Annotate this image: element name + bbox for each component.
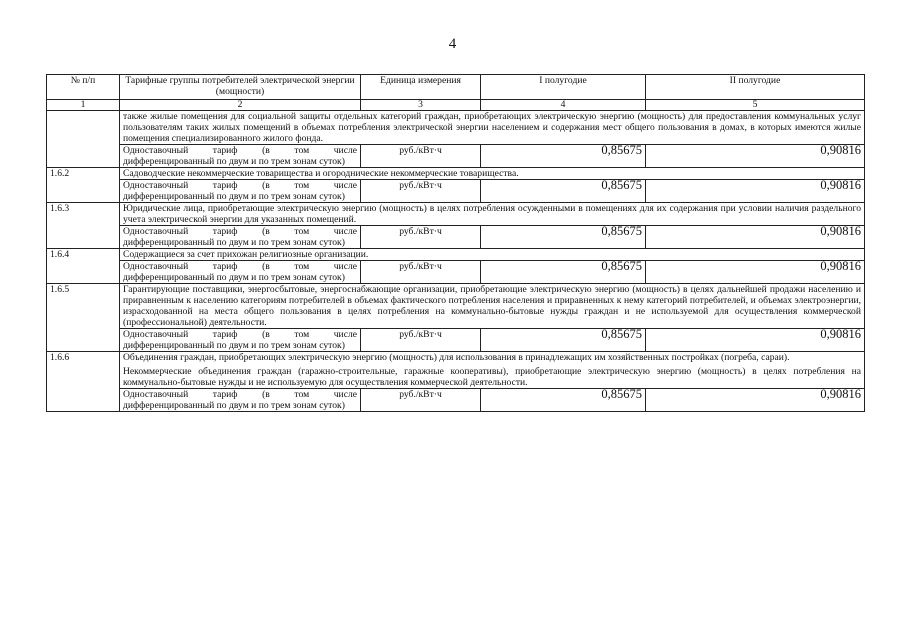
- tariff-name: Одноставочный тариф (в том числе дифференцированный по двум и по трем зонам суток): [120, 261, 361, 284]
- tariff-row: [47, 226, 865, 249]
- group-code: 1.6.2: [47, 168, 120, 203]
- group-code: [47, 111, 120, 168]
- group-description-paragraph: Гарантирующие поставщики, энергосбытовые, энергоснабжающие организации, приобретающие электрическую энергию (мощность) в целях дальнейшей продажи населению и приравненным к населению категориям потребителей в объемах фактического потребления населения и приравненных к нему категорий потребителей, и объемах электроэнергии, израсходованной на места общего пользования в целях потребления на коммунально-бытовые нужды граждан и не используемой для осуществления коммерческой (профессиональной) деятельности.: [123, 284, 861, 328]
- tariff-row: [47, 145, 865, 168]
- group-description-paragraph: Садоводческие некоммерческие товарищества и огороднические некоммерческие товарищества.: [123, 168, 519, 179]
- tariff-unit: руб./кВт·ч: [361, 226, 481, 249]
- header-half-year-2: II полугодие: [646, 75, 865, 100]
- group-description: [120, 352, 865, 389]
- header-unit: Единица измерения: [361, 75, 481, 100]
- column-index: 3: [361, 100, 481, 111]
- group-code: 1.6.5: [47, 284, 120, 352]
- group-code: 1.6.6: [47, 352, 120, 412]
- tariff-unit: руб./кВт·ч: [361, 261, 481, 284]
- tariff-name: Одноставочный тариф (в том числе дифференцированный по двум и по трем зонам суток): [120, 329, 361, 352]
- group-row: [47, 111, 865, 145]
- tariff-value-half-year-2: 0,90816: [646, 261, 865, 284]
- header-row: [47, 75, 865, 100]
- header-tariff-group: Тарифные группы потребителей электрической энергии (мощности): [120, 75, 361, 100]
- tariff-value-half-year-2: 0,90816: [646, 226, 865, 249]
- group-description: [120, 203, 865, 226]
- group-description-paragraph: Юридические лица, приобретающие электрическую энергию (мощность) в целях потребления осужденными в помещениях для их содержания при условии наличия раздельного учета электрической энергии для указанных помещений.: [123, 203, 861, 225]
- group-code: 1.6.4: [47, 249, 120, 284]
- tariff-row: [47, 261, 865, 284]
- tariff-unit: руб./кВт·ч: [361, 389, 481, 412]
- tariff-value-half-year-1: 0,85675: [481, 145, 646, 168]
- group-row: [47, 168, 865, 180]
- group-row: [47, 284, 865, 329]
- group-description: [120, 168, 865, 180]
- tariff-unit: руб./кВт·ч: [361, 180, 481, 203]
- group-description-paragraph: также жилые помещения для социальной защиты отдельных категорий граждан, приобретающих электрическую энергию (мощность) для предоставления коммунальных услуг пользователям таких жилых помещений в объемах потребления электрической энергии населением и содержания мест общего пользования в домах, в которых имеются жилые помещения специализированного жилого фонда.: [123, 111, 861, 144]
- tariff-table: [46, 74, 865, 412]
- header-number: № п/п: [47, 75, 120, 100]
- tariff-row: [47, 389, 865, 412]
- group-description: [120, 284, 865, 329]
- tariff-unit: руб./кВт·ч: [361, 145, 481, 168]
- tariff-value-half-year-2: 0,90816: [646, 389, 865, 412]
- group-row: [47, 203, 865, 226]
- column-index: 1: [47, 100, 120, 111]
- tariff-value-half-year-2: 0,90816: [646, 180, 865, 203]
- group-description-paragraph: Некоммерческие объединения граждан (гаражно-строительные, гаражные кооперативы), приобретающие электрическую энергию (мощность) в целях потребления на коммунально-бытовые нужды и не используемую для осуществления коммерческой деятельности.: [123, 366, 861, 388]
- tariff-value-half-year-2: 0,90816: [646, 145, 865, 168]
- column-index-row: [47, 100, 865, 111]
- tariff-value-half-year-1: 0,85675: [481, 226, 646, 249]
- tariff-row: [47, 180, 865, 203]
- column-index: 5: [646, 100, 865, 111]
- page-number: 4: [448, 36, 457, 52]
- group-description-paragraph: Объединения граждан, приобретающих электрическую энергию (мощность) для использования в принадлежащих им хозяйственных постройках (погреба, сараи).: [123, 352, 790, 363]
- column-index: 4: [481, 100, 646, 111]
- group-code: 1.6.3: [47, 203, 120, 249]
- tariff-name: Одноставочный тариф (в том числе дифференцированный по двум и по трем зонам суток): [120, 180, 361, 203]
- tariff-unit: руб./кВт·ч: [361, 329, 481, 352]
- tariff-name: Одноставочный тариф (в том числе дифференцированный по двум и по трем зонам суток): [120, 145, 361, 168]
- tariff-value-half-year-1: 0,85675: [481, 261, 646, 284]
- tariff-value-half-year-1: 0,85675: [481, 389, 646, 412]
- group-description: [120, 111, 865, 145]
- tariff-value-half-year-1: 0,85675: [481, 180, 646, 203]
- tariff-name: Одноставочный тариф (в том числе дифференцированный по двум и по трем зонам суток): [120, 389, 361, 412]
- tariff-row: [47, 329, 865, 352]
- group-description-paragraph: Содержащиеся за счет прихожан религиозные организации.: [123, 249, 369, 260]
- column-index: 2: [120, 100, 361, 111]
- group-row: [47, 249, 865, 261]
- tariff-value-half-year-1: 0,85675: [481, 329, 646, 352]
- group-row: [47, 352, 865, 389]
- group-description: [120, 249, 865, 261]
- table-body: [47, 111, 865, 412]
- tariff-value-half-year-2: 0,90816: [646, 329, 865, 352]
- header-half-year-1: I полугодие: [481, 75, 646, 100]
- tariff-name: Одноставочный тариф (в том числе дифференцированный по двум и по трем зонам суток): [120, 226, 361, 249]
